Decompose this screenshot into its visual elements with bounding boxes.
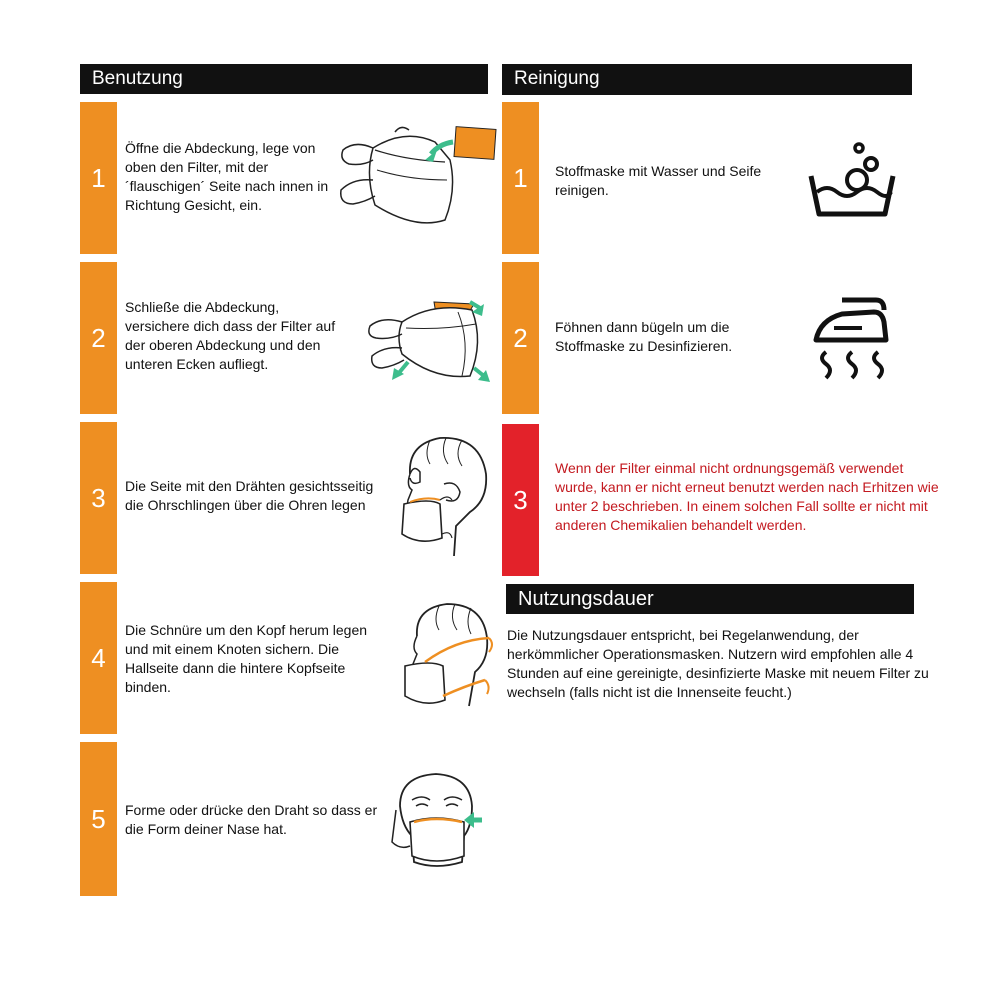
duration-text: Die Nutzungsdauer entspricht, bei Regelanwendung, der herkömmlicher Operationsmasken. Nutzern wird empfohlen alle 4 Stunden auf eine gereinigte, desinfizierte Maske mit neuem Filter zu wechseln (falls nicht ist die Innenseite feucht.) <box>507 627 929 700</box>
head-mask-ear-loops-icon <box>390 434 495 559</box>
head-mask-nose-wire-icon <box>390 770 485 870</box>
usage-step-1-number: 1 <box>80 102 117 254</box>
cleaning-title: Reinigung <box>514 68 600 89</box>
duration-header <box>506 584 914 614</box>
cleaning-step-2-number: 2 <box>502 262 539 414</box>
usage-step-3-number: 3 <box>80 422 117 574</box>
usage-title: Benutzung <box>92 68 183 89</box>
cleaning-step-3-number: 3 <box>502 424 539 576</box>
iron-steam-icon <box>812 296 892 386</box>
usage-step-1-text: Öffne die Abdeckung, lege von oben den Filter, mit der ´flauschigen´ Seite nach innen in Richtung Gesicht, ein. <box>125 140 329 213</box>
duration-title: Nutzungsdauer <box>518 588 654 610</box>
usage-step-5-text: Forme oder drücke den Draht so dass er die Form deiner Nase hat. <box>125 802 378 837</box>
cleaning-step-3-warning-text: Wenn der Filter einmal nicht ordnungsgemäß verwendet wurde, kann er nicht erneut benutzt werden nach Erhitzen wie unter 2 beschrieben. In einem solchen Fall sollte er nicht mit anderen Chemikalien behandelt werden. <box>555 460 939 533</box>
usage-step-2-number: 2 <box>80 262 117 414</box>
cleaning-step-2-text: Föhnen dann bügeln um die Stoffmaske zu Desinfizieren. <box>555 319 733 354</box>
usage-step-4-text: Die Schnüre um den Kopf herum legen und mit einem Knoten sichern. Die Hallseite dann die hintere Kopfseite binden. <box>125 622 368 695</box>
washing-basin-icon <box>805 140 900 220</box>
mask-open-filter-icon <box>335 120 500 232</box>
head-mask-tie-strings-icon <box>395 600 500 715</box>
usage-step-2-text: Schließe die Abdeckung, versichere dich dass der Filter auf der oberen Abdeckung und den unteren Ecken aufliegt. <box>125 299 336 372</box>
usage-header <box>80 64 488 94</box>
cleaning-step-1-number: 1 <box>502 102 539 254</box>
cleaning-header <box>502 64 912 95</box>
usage-step-4-number: 4 <box>80 582 117 734</box>
cleaning-step-1-text: Stoffmaske mit Wasser und Seife reinigen. <box>555 163 762 198</box>
mask-closed-filter-icon <box>362 292 497 392</box>
usage-step-5-number: 5 <box>80 742 117 896</box>
usage-step-3-text: Die Seite mit den Drähten gesichtsseitig die Ohrschlingen über die Ohren legen <box>125 478 374 513</box>
